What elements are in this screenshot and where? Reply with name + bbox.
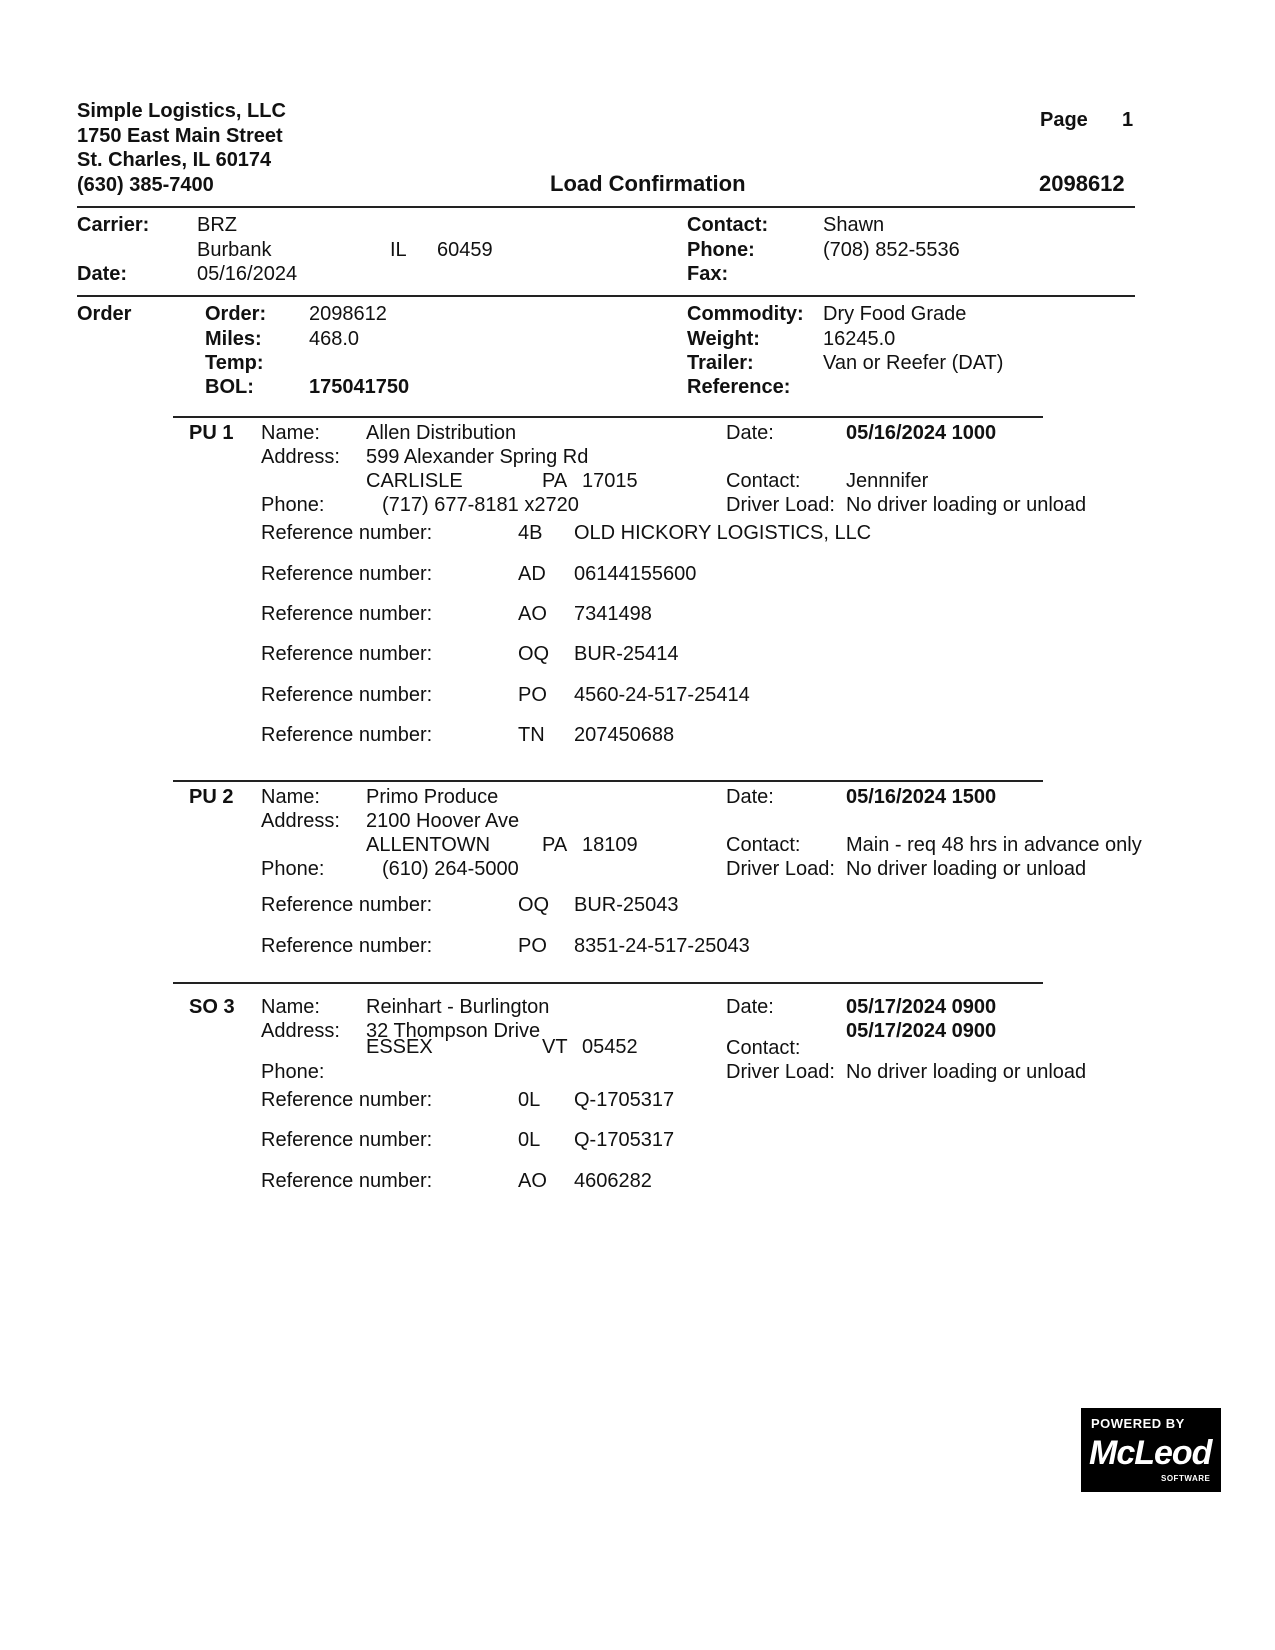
ref-value: 06144155600 (574, 563, 697, 585)
stop-name: Allen Distribution (366, 422, 517, 444)
stop-date: 05/17/2024 0900 (846, 996, 997, 1018)
trailer-label: Trailer: (687, 352, 754, 374)
doc-number: 2098612 (1039, 171, 1125, 196)
stop-phone-label: Phone: (261, 1061, 325, 1083)
ref-label: Reference number: (261, 935, 433, 957)
stop-driver-load-label: Driver Load: (726, 494, 835, 516)
ref-code: TN (518, 724, 545, 746)
stop-tag: SO 3 (189, 996, 235, 1018)
weight-label: Weight: (687, 328, 760, 350)
company-phone: (630) 385-7400 (77, 174, 214, 196)
stop-zip: 18109 (582, 834, 638, 856)
page-label: Page (1040, 109, 1088, 131)
stop-date-label: Date: (726, 996, 774, 1018)
stop-name-label: Name: (261, 422, 320, 444)
ref-value: OLD HICKORY LOGISTICS, LLC (574, 522, 872, 544)
weight-value: 16245.0 (823, 328, 896, 350)
ref-label: Reference number: (261, 724, 433, 746)
stop-state: VT (542, 1036, 568, 1058)
temp-label: Temp: (205, 352, 264, 374)
ref-code: 0L (518, 1089, 541, 1111)
ref-code: AD (518, 563, 546, 585)
stop-driver-load: No driver loading or unload (846, 1061, 1087, 1083)
stop-address-label: Address: (261, 1020, 340, 1042)
stop-zip: 05452 (582, 1036, 638, 1058)
stop-phone: (717) 677-8181 x2720 (382, 494, 579, 516)
bol-value: 175041750 (309, 376, 410, 398)
reference-label: Reference: (687, 376, 791, 398)
ref-label: Reference number: (261, 563, 433, 585)
commodity-label: Commodity: (687, 303, 804, 325)
carrier-phone-label: Phone: (687, 239, 755, 261)
stop-date-label: Date: (726, 786, 774, 808)
ref-value: 4560-24-517-25414 (574, 684, 750, 706)
ref-code: 0L (518, 1129, 541, 1151)
ref-value: 207450688 (574, 724, 675, 746)
carrier-name: BRZ (197, 214, 237, 236)
page-title: Load Confirmation (550, 171, 746, 196)
ref-label: Reference number: (261, 1089, 433, 1111)
stop-contact: Main - req 48 hrs in advance only (846, 834, 1142, 856)
stop-driver-load-label: Driver Load: (726, 858, 835, 880)
stop-phone-label: Phone: (261, 494, 325, 516)
commodity-value: Dry Food Grade (823, 303, 967, 325)
stop-city: CARLISLE (366, 470, 463, 492)
ref-label: Reference number: (261, 1129, 433, 1151)
stop-driver-load-label: Driver Load: (726, 1061, 835, 1083)
stop-name: Primo Produce (366, 786, 499, 808)
carrier-contact-label: Contact: (687, 214, 769, 236)
stop-city: ESSEX (366, 1036, 433, 1058)
ref-label: Reference number: (261, 603, 433, 625)
stop-name-label: Name: (261, 786, 320, 808)
company-name: Simple Logistics, LLC (77, 100, 286, 122)
bol-label: BOL: (205, 376, 254, 398)
stop-divider (173, 780, 1043, 782)
stop-contact-label: Contact: (726, 470, 801, 492)
company-street: 1750 East Main Street (77, 125, 283, 147)
ref-value: 7341498 (574, 603, 652, 625)
stop-divider (173, 982, 1043, 984)
carrier-zip: 60459 (437, 239, 493, 261)
ref-code: AO (518, 603, 547, 625)
ref-label: Reference number: (261, 1170, 433, 1192)
order-number: 2098612 (309, 303, 387, 325)
divider (77, 295, 1135, 297)
ref-label: Reference number: (261, 684, 433, 706)
ref-code: 4B (518, 522, 543, 544)
logo-wordmark: McLeod (1089, 1434, 1212, 1472)
stop-date-label: Date: (726, 422, 774, 444)
divider (77, 206, 1135, 208)
stop-city: ALLENTOWN (366, 834, 491, 856)
carrier-label: Carrier: (77, 214, 150, 236)
ref-code: PO (518, 684, 547, 706)
carrier-contact: Shawn (823, 214, 885, 236)
ref-code: AO (518, 1170, 547, 1192)
stop-address: 32 Thompson Drive (366, 1020, 541, 1042)
order-label: Order: (205, 303, 267, 325)
company-city: St. Charles, IL 60174 (77, 149, 272, 171)
stop-date: 05/16/2024 1000 (846, 422, 997, 444)
logo-tagline: POWERED BY (1091, 1416, 1185, 1431)
carrier-city: Burbank (197, 239, 272, 261)
stop-contact: Jennnifer (846, 470, 929, 492)
stop-name-label: Name: (261, 996, 320, 1018)
page-number: 1 (1122, 109, 1134, 131)
carrier-state: IL (390, 239, 407, 261)
stop-address-label: Address: (261, 810, 340, 832)
carrier-fax-label: Fax: (687, 263, 729, 285)
ref-value: Q-1705317 (574, 1129, 675, 1151)
stop-driver-load: No driver loading or unload (846, 494, 1087, 516)
stop-name: Reinhart - Burlington (366, 996, 550, 1018)
stop-phone-label: Phone: (261, 858, 325, 880)
stop-address: 2100 Hoover Ave (366, 810, 520, 832)
miles-value: 468.0 (309, 328, 360, 350)
ref-label: Reference number: (261, 643, 433, 665)
ref-value: 4606282 (574, 1170, 652, 1192)
stop-state: PA (542, 834, 568, 856)
ref-value: BUR-25414 (574, 643, 679, 665)
stop-address: 599 Alexander Spring Rd (366, 446, 589, 468)
stop-divider (173, 416, 1043, 418)
miles-label: Miles: (205, 328, 262, 350)
stop-date-2: 05/17/2024 0900 (846, 1020, 997, 1042)
carrier-date-label: Date: (77, 263, 128, 285)
mcleod-logo (1081, 1408, 1221, 1492)
order-section-label: Order (77, 303, 132, 325)
ref-code: PO (518, 935, 547, 957)
stop-state: PA (542, 470, 568, 492)
stop-tag: PU 2 (189, 786, 234, 808)
ref-value: Q-1705317 (574, 1089, 675, 1111)
carrier-date: 05/16/2024 (197, 263, 298, 285)
stop-address-label: Address: (261, 446, 340, 468)
carrier-phone: (708) 852-5536 (823, 239, 960, 261)
ref-value: BUR-25043 (574, 894, 679, 916)
ref-code: OQ (518, 643, 550, 665)
stop-contact-label: Contact: (726, 834, 801, 856)
stop-contact-label: Contact: (726, 1037, 801, 1059)
stop-tag: PU 1 (189, 422, 234, 444)
stop-date: 05/16/2024 1500 (846, 786, 997, 808)
stop-driver-load: No driver loading or unload (846, 858, 1087, 880)
ref-value: 8351-24-517-25043 (574, 935, 750, 957)
trailer-value: Van or Reefer (DAT) (823, 352, 1004, 374)
ref-label: Reference number: (261, 522, 433, 544)
stop-zip: 17015 (582, 470, 638, 492)
logo-subtitle: SOFTWARE (1161, 1474, 1211, 1483)
ref-code: OQ (518, 894, 550, 916)
stop-phone: (610) 264-5000 (382, 858, 519, 880)
ref-label: Reference number: (261, 894, 433, 916)
